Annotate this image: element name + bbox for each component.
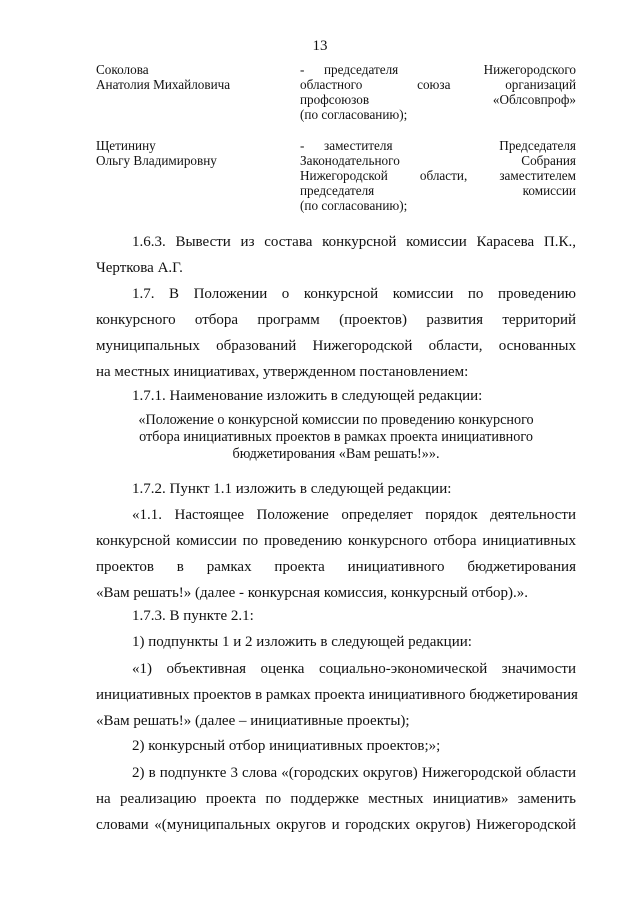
text-line: 1.6.3. Вывести из состава конкурсной комиссии Карасева П.К.,	[132, 234, 576, 250]
member-role-line: Законодательного Собрания	[300, 153, 576, 168]
member-role-line: - председателя Нижегородского	[300, 62, 576, 77]
member-role-line: профсоюзов «Облсовпроф»	[300, 92, 576, 107]
paragraph-item-1	[96, 629, 576, 655]
text-line: 1.7. В Положении о конкурсной комиссии по проведению	[132, 286, 576, 302]
paragraph-1-7-2	[96, 476, 576, 502]
member-name	[96, 62, 296, 92]
text-line: на реализацию проекта по поддержке местных инициатив» заменить	[96, 791, 576, 807]
member-name	[96, 138, 296, 168]
text-line: 1.7.2. Пункт 1.1 изложить в следующей редакции:	[132, 481, 452, 497]
paragraph-item-2	[96, 760, 576, 838]
paragraph-1-7-3	[96, 603, 576, 629]
member-name-line: Ольгу Владимировну	[96, 153, 217, 168]
text-line: «Вам решать!» (далее – инициативные проекты);	[96, 713, 410, 729]
paragraph-subitem-1	[96, 656, 576, 734]
text-line: на местных инициативах, утвержденном постановлением:	[96, 364, 469, 380]
text-line: «1) объективная оценка социально-экономической значимости	[132, 661, 576, 677]
text-line: 1) подпункты 1 и 2 изложить в следующей редакции:	[132, 634, 472, 650]
paragraph-subitem-2	[96, 733, 576, 759]
paragraph-1-7-1	[96, 383, 576, 409]
paragraph-1-1	[96, 502, 576, 606]
member-name-line: Соколова	[96, 62, 149, 77]
member-name-line: Щетинину	[96, 138, 156, 153]
member-role	[300, 62, 576, 122]
paragraph-1-7	[96, 281, 576, 385]
text-line: «1.1. Настоящее Положение определяет порядок деятельности	[132, 507, 576, 523]
paragraph-1-6-3	[96, 229, 576, 281]
text-line: бюджетирования «Вам решать!»».	[232, 446, 440, 462]
member-role	[300, 138, 576, 213]
member-role-line: председателя комиссии	[300, 183, 576, 198]
text-line: «Вам решать!» (далее - конкурсная комиссия, конкурсный отбор).».	[96, 585, 529, 601]
quoted-title	[96, 412, 576, 463]
text-line: проектов в рамках проекта инициативного бюджетирования	[96, 559, 576, 575]
member-role-line: областного союза организаций	[300, 77, 576, 92]
text-line: словами «(муниципальных округов и городских округов) Нижегородской	[96, 817, 576, 833]
text-line: отбора инициативных проектов в рамках проекта инициативного	[139, 429, 533, 445]
text-line: 2) в подпункте 3 слова «(городских округов) Нижегородской области	[132, 765, 576, 781]
text-line: 1.7.3. В пункте 2.1:	[132, 608, 254, 624]
member-name-line: Анатолия Михайловича	[96, 77, 231, 92]
member-role-line: (по согласованию);	[300, 107, 408, 122]
member-role-line: - заместителя Председателя	[300, 138, 576, 153]
text-line: конкурсного отбора программ (проектов) развития территорий	[96, 312, 576, 328]
text-line: 2) конкурсный отбор инициативных проектов;»;	[132, 738, 441, 754]
text-line: инициативных проектов в рамках проекта инициативного бюджетирования	[96, 687, 578, 703]
text-line: Черткова А.Г.	[96, 260, 183, 276]
text-line: конкурсной комиссии по проведению конкурсного отбора инициативных	[96, 533, 576, 549]
text-line: 1.7.1. Наименование изложить в следующей редакции:	[132, 388, 483, 404]
text-line: муниципальных образований Нижегородской области, основанных	[96, 338, 576, 354]
page-number: 13	[312, 38, 328, 54]
member-role-line: Нижегородской области, заместителем	[300, 168, 576, 183]
text-line: «Положение о конкурсной комиссии по проведению конкурсного	[138, 412, 534, 428]
member-role-line: (по согласованию);	[300, 198, 408, 213]
